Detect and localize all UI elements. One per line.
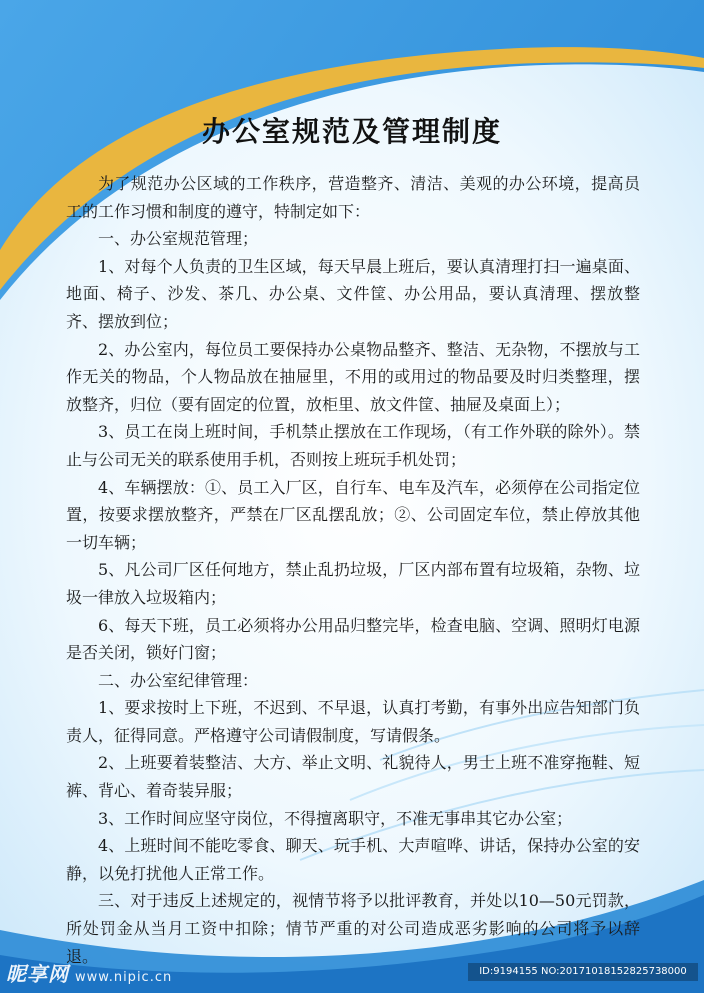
- rule-paragraph: 3、工作时间应坚守岗位，不得擅离职守，不准无事串其它办公室；: [98, 808, 573, 828]
- watermark-logo: [6, 958, 172, 988]
- rule-paragraph: 2、上班要着装整洁、大方、举止文明、礼貌待人，男士上班不准穿拖鞋、短裤、背心、着奇装异服；: [66, 753, 640, 801]
- document-title: 办公室规范及管理制度: [201, 115, 502, 148]
- rule-paragraph: 4、上班时间不能吃零食、聊天、玩手机、大声喧哗、讲话，保持办公室的安静，以免打扰他人正常工作。: [66, 836, 640, 883]
- section-heading: 一、办公室规范管理；: [98, 229, 259, 249]
- rule-paragraph: 1、要求按时上下班，不迟到、不早退，认真打考勤，有事外出应告知部门负责人，征得同意。严格遵守公司请假制度，写请假条。: [66, 698, 640, 745]
- rule-paragraph: 1、对每个人负责的卫生区域，每天早晨上班后，要认真清理打扫一遍桌面、地面、椅子、沙发、茶几、办公桌、文件筐、办公用品，要认真清理、摆放整齐、摆放到位；: [66, 256, 640, 331]
- rule-paragraph: 3、员工在岗上班时间，手机禁止摆放在工作现场，（有工作外联的除外）。禁止与公司无关的联系使用手机，否则按上班玩手机处罚；: [66, 422, 640, 469]
- rule-paragraph: 4、车辆摆放：①、员工入厂区，自行车、电车及汽车，必须停在公司指定位置，按要求摆放整齐，严禁在厂区乱摆乱放；②、公司固定车位，禁止停放其他一切车辆；: [66, 477, 640, 552]
- watermark-domain: www.nipic.cn: [75, 970, 173, 985]
- rule-paragraph: 2、办公室内，每位员工要保持办公桌物品整齐、整洁、无杂物，不摆放与工作无关的物品，个人物品放在抽屉里，不用的或用过的物品要及时归类整理，摆放整齐，归位（要有固定的位置，放柜里、放文件筐、抽屉及桌面上）；: [66, 339, 640, 414]
- penalty-paragraph: 三、对于违反上述规定的，视情节将予以批评教育，并处以10—50元罚款，所处罚金从当月工资中扣除；情节严重的对公司造成恶劣影响的公司将予以辞退。: [66, 891, 640, 966]
- watermark-id: ID:9194155 NO:20171018152825738000: [468, 963, 698, 981]
- section-heading: 二、办公室纪律管理：: [98, 670, 259, 690]
- intro-paragraph: 为了规范办公区域的工作秩序，营造整齐、清洁、美观的办公环境，提高员工的工作习惯和制度的遵守，特制定如下：: [66, 174, 640, 221]
- rule-paragraph: 6、每天下班，员工必须将办公用品归整完毕，检查电脑、空调、照明灯电源是否关闭，锁好门窗；: [66, 615, 640, 663]
- watermark-logo-text: 昵享网: [6, 962, 69, 986]
- document-body: [66, 170, 640, 970]
- rule-paragraph: 5、凡公司厂区任何地方，禁止乱扔垃圾，厂区内部布置有垃圾箱，杂物、垃圾一律放入垃圾箱内；: [66, 560, 640, 607]
